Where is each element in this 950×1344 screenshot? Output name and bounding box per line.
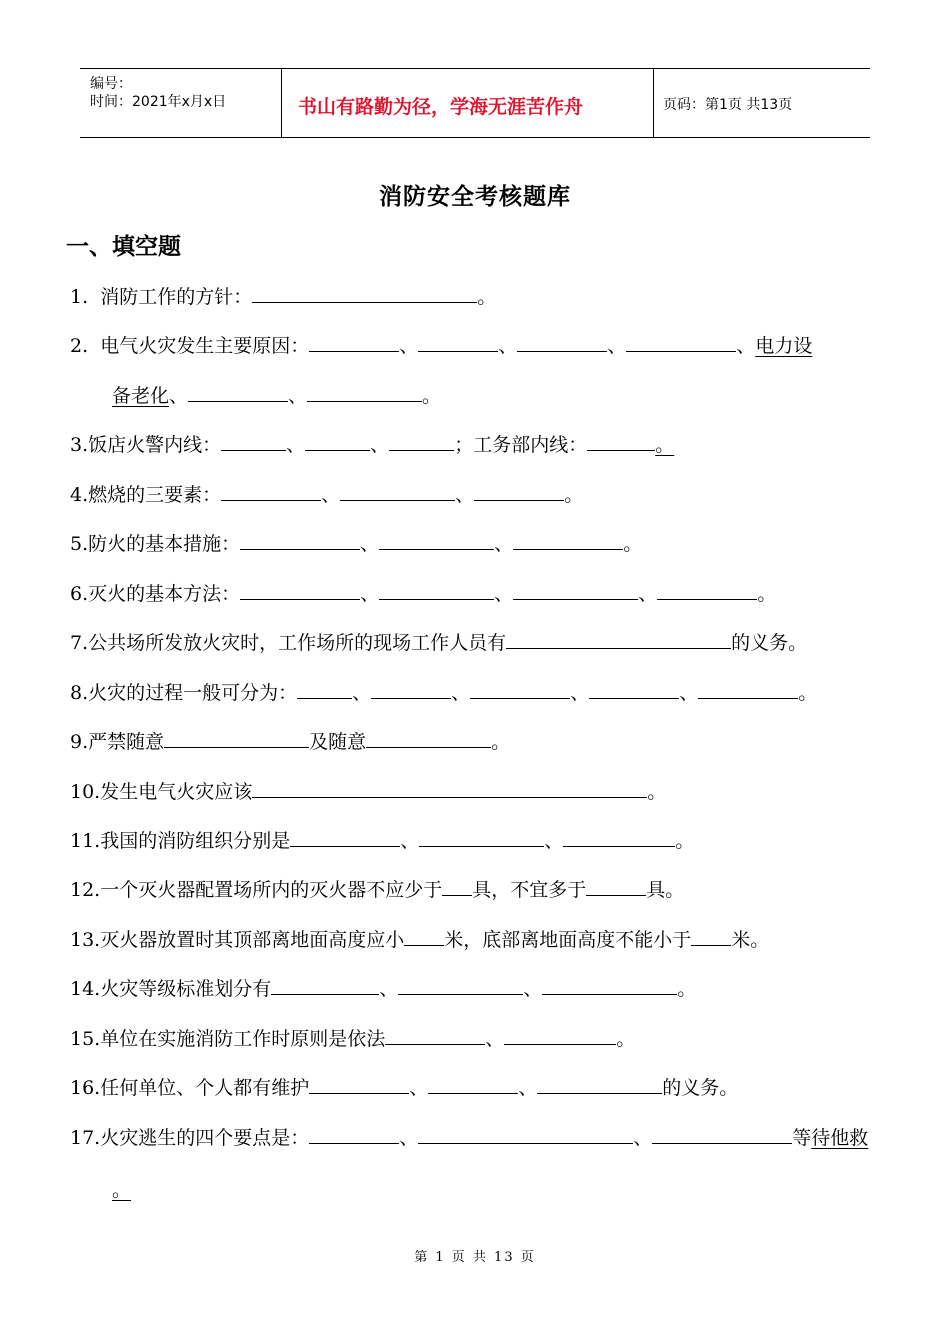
answer-blank[interactable] (652, 1123, 792, 1144)
question-text: 、 (633, 1127, 653, 1149)
question-text: 灭火的基本方法： (88, 583, 241, 605)
question-text: 、 (451, 682, 471, 704)
motto: 书山有路勤为径，学海无涯苦作舟 (298, 96, 584, 118)
answer-blank[interactable] (307, 381, 422, 402)
document-title: 消防安全考核题库 (379, 183, 571, 210)
question-text: 、 (399, 1127, 419, 1149)
question-text: 、 (288, 385, 308, 407)
answer-blank[interactable] (221, 480, 321, 501)
question-2 (70, 331, 812, 359)
question-text: 公共场所发放火灾时，工作场所的现场工作人员有 (88, 632, 507, 654)
question-15 (70, 1024, 635, 1052)
header-motto-cell (282, 69, 654, 137)
question-text: 、 (399, 335, 419, 357)
answer-blank[interactable] (389, 430, 454, 451)
question-text: 。 (655, 434, 675, 456)
answer-blank[interactable] (188, 381, 288, 402)
question-text: 等 (792, 1127, 812, 1149)
question-number: 10. (70, 781, 101, 803)
header-info-cell (80, 69, 282, 137)
time-label: 时间：2021年x月x日 (90, 94, 227, 110)
question-text: 火灾逃生的四个要点是： (100, 1127, 310, 1149)
question-text: 米。 (731, 929, 770, 951)
question-text: 。 (112, 1179, 132, 1201)
question-text: 。 (491, 731, 511, 753)
answer-blank[interactable] (366, 727, 491, 748)
question-11 (70, 826, 694, 854)
question-number: 17. (70, 1127, 101, 1149)
question-text: 、 (352, 682, 372, 704)
answer-blank[interactable] (418, 1123, 633, 1144)
question-number: 6. (70, 583, 89, 605)
answer-blank[interactable] (563, 826, 675, 847)
question-text: ；工务部内线： (454, 434, 588, 456)
answer-blank[interactable] (470, 678, 570, 699)
question-text: 任何单位、个人都有维护 (100, 1077, 310, 1099)
question-17 (70, 1123, 868, 1151)
question-text: 米，底部离地面高度不能小于 (444, 929, 692, 951)
answer-blank[interactable] (379, 529, 494, 550)
question-text: 、 (736, 335, 756, 357)
question-text: 、 (360, 533, 380, 555)
question-10 (70, 777, 666, 805)
question-text: 的义务。 (731, 632, 808, 654)
answer-blank[interactable] (691, 925, 731, 946)
question-text: 电力设 (755, 335, 813, 357)
answer-blank[interactable] (586, 875, 646, 896)
question-text: 、 (498, 335, 518, 357)
question-text: 、 (286, 434, 306, 456)
question-text: 。 (623, 533, 643, 555)
question-text: 、 (494, 533, 514, 555)
question-text: 。 (677, 978, 697, 1000)
question-text: 的义务。 (662, 1077, 739, 1099)
answer-blank[interactable] (221, 430, 286, 451)
answer-blank[interactable] (506, 628, 731, 649)
question-text: 待他救 (811, 1127, 869, 1149)
answer-blank[interactable] (371, 678, 451, 699)
question-number: 15. (70, 1028, 101, 1050)
question-text: 消防工作的方针： (100, 286, 253, 308)
question-text: 、 (379, 978, 399, 1000)
question-text: 。 (798, 682, 818, 704)
question-8 (70, 678, 817, 706)
question-text: 一个灭火器配置场所内的灭火器不应少于 (100, 879, 443, 901)
question-text: 饭店火警内线： (88, 434, 222, 456)
answer-blank[interactable] (589, 678, 679, 699)
question-text: 、 (485, 1028, 505, 1050)
question-text: 、 (638, 583, 658, 605)
question-text: 、 (409, 1077, 429, 1099)
question-text: 火灾等级标准划分有 (100, 978, 272, 1000)
question-2-continued (112, 381, 441, 409)
question-text: 我国的消防组织分别是 (100, 830, 291, 852)
question-3 (70, 430, 674, 458)
answer-blank[interactable] (271, 974, 379, 995)
question-9 (70, 727, 510, 755)
answer-blank[interactable] (542, 974, 677, 995)
answer-blank[interactable] (305, 430, 370, 451)
question-number: 13. (70, 929, 101, 951)
question-text: 防火的基本措施： (88, 533, 241, 555)
question-number: 8. (70, 682, 89, 704)
question-text: 单位在实施消防工作时原则是依法 (100, 1028, 386, 1050)
answer-blank[interactable] (513, 579, 638, 600)
answer-blank[interactable] (164, 727, 309, 748)
answer-blank[interactable] (657, 579, 757, 600)
question-text: 、 (679, 682, 699, 704)
question-text: 、 (523, 978, 543, 1000)
answer-blank[interactable] (418, 331, 498, 352)
answer-blank[interactable] (587, 430, 655, 451)
question-text: 。 (675, 830, 695, 852)
question-text: 。 (422, 385, 442, 407)
answer-blank[interactable] (309, 331, 399, 352)
question-text: 、 (400, 830, 420, 852)
question-text: 发生电气火灾应该 (100, 781, 253, 803)
answer-blank[interactable] (442, 875, 472, 896)
question-number: 16. (70, 1077, 101, 1099)
header-page-cell (654, 69, 870, 137)
question-text: 。 (757, 583, 777, 605)
answer-blank[interactable] (398, 974, 523, 995)
answer-blank[interactable] (309, 1123, 399, 1144)
question-number: 11. (70, 830, 101, 852)
question-number: 5. (70, 533, 89, 555)
question-text: 灭火器放置时其顶部离地面高度应小 (100, 929, 405, 951)
answer-blank[interactable] (297, 678, 352, 699)
question-text: 燃烧的三要素： (88, 484, 222, 506)
question-text: 、 (518, 1077, 538, 1099)
answer-blank[interactable] (252, 282, 477, 303)
question-5 (70, 529, 642, 557)
question-text: 、 (169, 385, 189, 407)
answer-blank[interactable] (290, 826, 400, 847)
question-number: 2. (70, 335, 89, 357)
answer-blank[interactable] (517, 331, 607, 352)
question-text: 。 (616, 1028, 636, 1050)
question-17-continued (112, 1177, 131, 1203)
answer-blank[interactable] (504, 1024, 616, 1045)
question-text: 、 (455, 484, 475, 506)
answer-blank[interactable] (240, 579, 360, 600)
answer-blank[interactable] (626, 331, 736, 352)
question-text: 、 (544, 830, 564, 852)
number-label: 编号： (90, 76, 132, 92)
question-number: 7. (70, 632, 89, 654)
question-4 (70, 480, 583, 508)
answer-blank[interactable] (379, 579, 494, 600)
question-text: 严禁随意 (88, 731, 165, 753)
question-number: 14. (70, 978, 101, 1000)
question-16 (70, 1073, 738, 1101)
question-text: 电气火灾发生主要原因： (100, 335, 310, 357)
answer-blank[interactable] (385, 1024, 485, 1045)
question-text: 。 (477, 286, 497, 308)
answer-blank[interactable] (537, 1073, 662, 1094)
question-text: 具，不宜多于 (472, 879, 587, 901)
answer-blank[interactable] (698, 678, 798, 699)
question-12 (70, 875, 684, 903)
question-number: 12. (70, 879, 101, 901)
answer-blank[interactable] (252, 777, 647, 798)
question-text: 、 (360, 583, 380, 605)
question-text: 、 (321, 484, 341, 506)
answer-blank[interactable] (240, 529, 360, 550)
answer-blank[interactable] (428, 1073, 518, 1094)
question-13 (70, 925, 769, 953)
question-6 (70, 579, 776, 607)
question-text: 、 (570, 682, 590, 704)
question-text: 火灾的过程一般可分为： (88, 682, 298, 704)
answer-blank[interactable] (419, 826, 544, 847)
question-number: 9. (70, 731, 89, 753)
answer-blank[interactable] (309, 1073, 409, 1094)
question-text: 及随意 (309, 731, 367, 753)
page-info: 页码：第1页 共13页 (663, 97, 793, 113)
answer-blank[interactable] (340, 480, 455, 501)
question-text: 具。 (646, 879, 685, 901)
question-7 (70, 628, 807, 656)
question-number: 1. (70, 286, 89, 308)
answer-blank[interactable] (513, 529, 623, 550)
question-1 (70, 282, 496, 310)
question-14 (70, 974, 696, 1002)
question-text: 、 (494, 583, 514, 605)
page-footer: 第 1 页 共 13 页 (414, 1250, 536, 1265)
question-text: 、 (607, 335, 627, 357)
question-text: 备老化 (112, 385, 170, 407)
answer-blank[interactable] (404, 925, 444, 946)
question-text: 。 (564, 484, 584, 506)
question-text: 。 (647, 781, 667, 803)
answer-blank[interactable] (474, 480, 564, 501)
page-header (80, 68, 870, 138)
question-number: 3. (70, 434, 89, 456)
section-title: 一、填空题 (66, 233, 181, 260)
question-number: 4. (70, 484, 89, 506)
question-text: 、 (370, 434, 390, 456)
